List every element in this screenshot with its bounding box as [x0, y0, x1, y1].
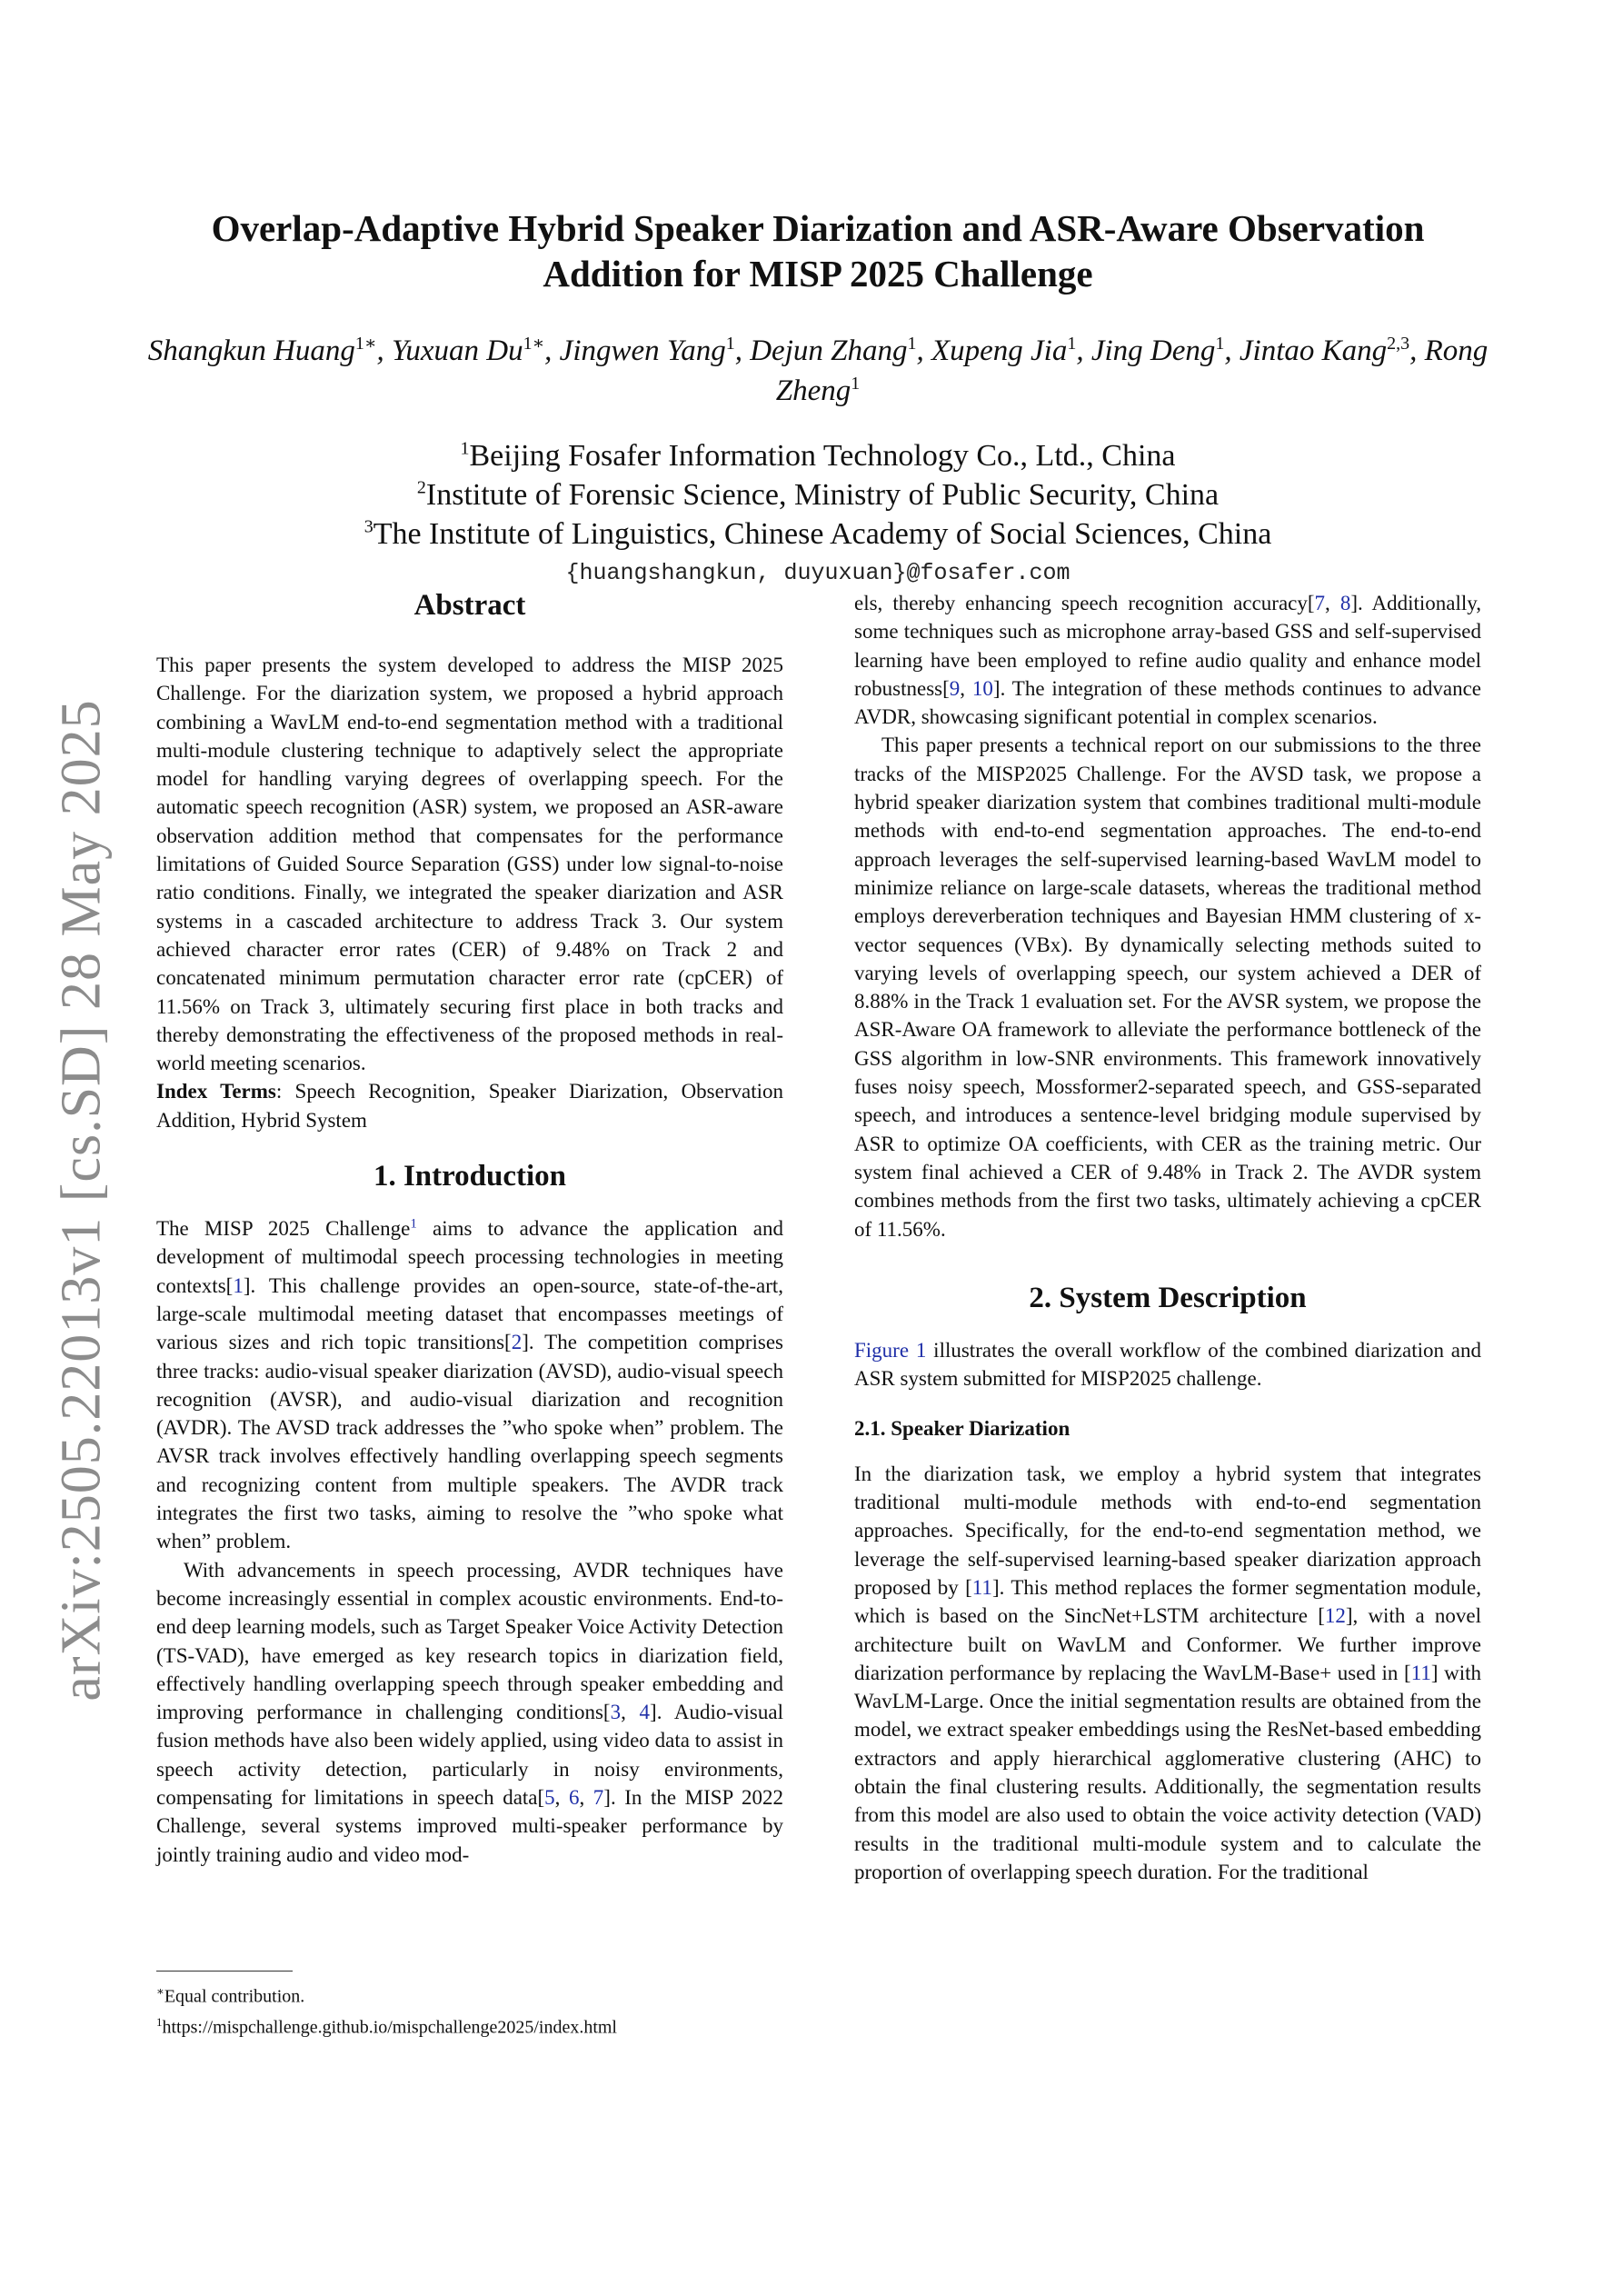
citation-link[interactable]: 11: [1410, 1661, 1431, 1684]
text-run: ]. This method replaces the former segmentation module, which is based on the SincNet+LSTM architecture [: [854, 1575, 1481, 1628]
index-terms-label: Index Terms: [156, 1080, 276, 1103]
footnotes: [156, 1971, 783, 2040]
affiliation-marker: 2: [416, 477, 426, 498]
author-name: Jing Deng: [1090, 334, 1216, 367]
author-name: Xupeng Jia: [931, 334, 1068, 367]
citation-link[interactable]: 8: [1339, 592, 1351, 614]
text-run: els, thereby enhancing speech recognition accuracy[: [854, 592, 1315, 614]
citation-link[interactable]: 2: [511, 1331, 523, 1354]
citation-link[interactable]: 12: [1324, 1604, 1346, 1628]
author-affiliation-marker: 1: [851, 374, 861, 394]
text-run: ] with WavLM-Large. Once the initial segmentation results are obtained from the model, we extract speaker embeddings using the ResNet-based embedding extractors and apply hierarchical agglomerative clustering (AHC) to obtain the final clustering results. Additionally, the segmentation results from this model are also used to obtain the voice activity detection (VAD) results in the traditional multi-module system and to calculate the proportion of overlapping speech duration. For the traditional: [854, 1661, 1481, 1883]
title-line: Addition for MISP 2025 Challenge: [543, 253, 1093, 294]
footnote-text: Equal contribution.: [164, 1986, 305, 2007]
footnote-rule: [156, 1971, 293, 1972]
footnote-marker: ∗: [156, 1984, 164, 1998]
text-run: ]. The integration of these methods continues to advance AVDR, showcasing significant potential in complex scenarios.: [854, 676, 1481, 729]
text-run: ,: [621, 1701, 640, 1724]
footnote-marker: 1: [156, 2014, 163, 2029]
body-paragraph: [854, 589, 1481, 731]
affiliation: [145, 436, 1490, 475]
affiliation: [145, 514, 1490, 554]
citation-link[interactable]: 7: [1314, 592, 1326, 614]
arxiv-identifier: arXiv:2505.22013v1 [cs.SD] 28 May 2025: [50, 698, 113, 1702]
text-run: ,: [1325, 592, 1340, 614]
text-run: ,: [960, 676, 972, 700]
author-name: Yuxuan Du: [392, 334, 523, 367]
author-affiliation-marker: 1: [725, 334, 735, 354]
author-list: Shangkun Huang$^{1∗}$, Yuxuan $Du^{1∗}$, Jingwen Yang$^1$, Dejun Zhang$^1$, Xupeng Jia$^1$, Jing Deng$^1$, Jintao Kang$^{2,3}$, Rong Zheng$^1$: [147, 334, 1489, 407]
text-run: ]. Audio-visual fusion methods have also been widely applied, using video data to assist in speech activity detection, particularly in noisy environments, compensating for limitations in speech data[: [156, 1701, 783, 1809]
text-run: illustrates the overall workflow of the combined diarization and ASR system submitted for MISP2025 challenge.: [854, 1338, 1481, 1391]
affiliation-text: Institute of Forensic Science, Ministry of Public Security, China: [425, 478, 1220, 512]
affiliation-text: The Institute of Linguistics, Chinese Academy of Social Sciences, China: [373, 517, 1272, 551]
citation-link[interactable]: 9: [949, 676, 961, 700]
system-description-heading: 2. System Description: [1029, 1281, 1307, 1314]
author-email: {huangshangkun, duyuxuan}@fosafer.com: [565, 560, 1070, 586]
left-column: [156, 587, 783, 1869]
text-run: ,: [554, 1785, 569, 1809]
text-run: In the diarization task, we employ a hybrid system that integrates traditional multi-module methods with end-to-end segmentation approaches. Specifically, for the end-to-end segmentation method, we leverage the self-supervised learning-based speaker diarization approach proposed by [: [854, 1462, 1481, 1599]
affiliation-marker: 1: [460, 438, 470, 459]
affiliation-marker: 3: [363, 516, 373, 537]
paper-title: [145, 205, 1490, 296]
affiliation-list: [145, 436, 1490, 554]
body-paragraph: [854, 1336, 1481, 1393]
citation-link[interactable]: 1: [233, 1273, 244, 1297]
abstract-heading: Abstract: [413, 589, 526, 622]
citation-link[interactable]: 4: [639, 1701, 651, 1724]
author: [931, 334, 1076, 367]
abstract-text: This paper presents the system developed to address the MISP 2025 Challenge. For the diarization system, we proposed a hybrid approach combining a WavLM end-to-end segmentation method with a traditional multi-module clustering technique to adaptively select the appropriate model for handling varying degrees of overlapping speech. For the automatic speech recognition (ASR) system, we proposed an ASR-aware observation addition method that compensates for the performance limitations of Guided Source Separation (GSS) under low signal-to-noise ratio conditions. Finally, we integrated the speaker diarization and ASR systems in a cascaded architecture to address Track 3. Our system achieved character error rates (CER) of 9.48% on Track 2 and concatenated minimum permutation character error rate (cpCER) of 11.56% on Track 3, ultimately securing first place in both tracks and thereby demonstrating the effectiveness of the proposed methods in real-world meeting scenarios.: [156, 654, 783, 1075]
body-paragraph: [854, 1460, 1481, 1886]
author: [1091, 334, 1225, 367]
footnote: [156, 2010, 783, 2041]
affiliation: [145, 475, 1490, 514]
text-run: ]. In the MISP 2022 Challenge, several systems improved multi-speaker performance by jointly training audio and video mod-: [156, 1785, 784, 1866]
author-affiliation-marker: 2,3: [1387, 334, 1410, 354]
title-line: Overlap-Adaptive Hybrid Speaker Diarization and ASR-Aware Observation: [211, 207, 1425, 249]
citation-link[interactable]: 7: [592, 1785, 604, 1809]
author: [750, 334, 916, 367]
author-affiliation-marker: 1: [1067, 334, 1077, 354]
intro-paragraph: [156, 1556, 783, 1869]
citation-link[interactable]: Figure 1: [854, 1338, 927, 1362]
index-terms: [156, 1077, 783, 1134]
footnote-text[interactable]: https://mispchallenge.github.io/mispchallenge2025/index.html: [162, 2017, 617, 2038]
author-affiliation-marker: 1∗: [523, 334, 545, 354]
intro-paragraph: [156, 1214, 783, 1556]
subsection-heading: 2.1. Speaker Diarization: [854, 1417, 1070, 1441]
text-run: ]. The competition comprises three tracks: audio-visual speaker diarization (AVSD), audio-visual speech recognition (AVSR), and audio-visual diarization and recognition (AVDR). The AVSD track addresses the ”who spoke when” problem. The AVSR track involves effectively handling overlapping speech segments and recognizing content from multiple speakers. The AVDR track integrates the first two tasks, aiming to resolve the ”who spoke what when” problem.: [156, 1331, 783, 1553]
author-name: Dejun Zhang: [750, 334, 908, 367]
index-terms-text: : Speech Recognition, Speaker Diarization, Observation Addition, Hybrid System: [156, 1080, 783, 1132]
author: [148, 334, 377, 367]
arxiv-side-stamp: [27, 700, 136, 1700]
citation-link[interactable]: 11: [971, 1575, 992, 1599]
author-name: Jintao Kang: [1239, 334, 1388, 367]
text-run: With advancements in speech processing, AVDR techniques have become increasingly essential in complex acoustic environments. End-to-end deep learning models, such as Target Speaker Voice Activity Detection (TS-VAD), have emerged as key research topics in diarization field, effectively handling overlapping speech through speaker embedding and improving performance in challenging conditions[: [156, 1558, 783, 1724]
text-run: The MISP 2025 Challenge: [156, 1217, 411, 1241]
author: [1240, 334, 1409, 367]
text-run: ]. Additionally, some techniques such as microphone array-based GSS and self-supervised learning have been employed to refine audio quality and enhance model robustness[: [854, 592, 1481, 700]
author: [560, 334, 735, 367]
text-run: ], with a novel architecture built on WavLM and Conformer. We further improve diarization performance by replacing the WavLM-Base+ used in [: [854, 1604, 1481, 1684]
intro-heading: 1. Introduction: [373, 1160, 567, 1193]
author-affiliation-marker: 1: [1215, 334, 1225, 354]
citation-link[interactable]: 10: [971, 676, 993, 700]
author-affiliation-marker: 1∗: [354, 334, 377, 354]
citation-link[interactable]: 3: [610, 1701, 622, 1724]
author-name: Jingwen Yang: [559, 334, 726, 367]
citation-link[interactable]: 5: [544, 1785, 555, 1809]
affiliation-text: Beijing Fosafer Information Technology Co., Ltd., China: [469, 439, 1176, 473]
footnote: [156, 1979, 783, 2010]
text-run: ]. This challenge provides an open-source, state-of-the-art, large-scale multimodal meeting dataset that encompasses meetings of various sizes and rich topic transitions[: [156, 1273, 783, 1354]
author: [392, 334, 544, 367]
right-column: [854, 589, 1481, 1886]
text-run: ,: [579, 1785, 593, 1809]
author-name: Shangkun Huang: [147, 334, 355, 367]
body-paragraph: This paper presents a technical report on our submissions to the three tracks of the MISP2025 Challenge. For the AVSD task, we propose a hybrid speaker diarization system that combines traditional multi-module methods with end-to-end segmentation approaches. The end-to-end approach leverages the self-supervised learning-based WavLM model to minimize reliance on large-scale datasets, whereas the traditional method employs dereverberation techniques and Bayesian HMM clustering of x-vector sequences (VBx). By dynamically selecting methods suited to varying levels of overlapping speech, our system achieved a DER of 8.88% in the Track 1 evaluation set. For the AVSR system, we propose the ASR-Aware OA framework to alleviate the performance bottleneck of the GSS algorithm in low-SNR environments. This framework innovatively fuses noisy speech, Mossformer2-separated speech, and GSS-separated speech, and introduces a sentence-level bridging module supervised by ASR to optimize OA coefficients, with CER as the training metric. Our system final achieved a CER of 9.48% in Track 2. The AVDR system combines methods from the first two tasks, ultimately achieving a cpCER of 11.56%.: [854, 734, 1481, 1241]
author-affiliation-marker: 1: [907, 334, 917, 354]
footnote-marker[interactable]: 1: [410, 1216, 417, 1232]
citation-link[interactable]: 6: [568, 1785, 580, 1809]
author-name: Rong Zheng: [775, 334, 1489, 407]
text-run: aims to advance the application and development of multimodal speech processing technologies in meeting contexts[: [156, 1217, 783, 1297]
